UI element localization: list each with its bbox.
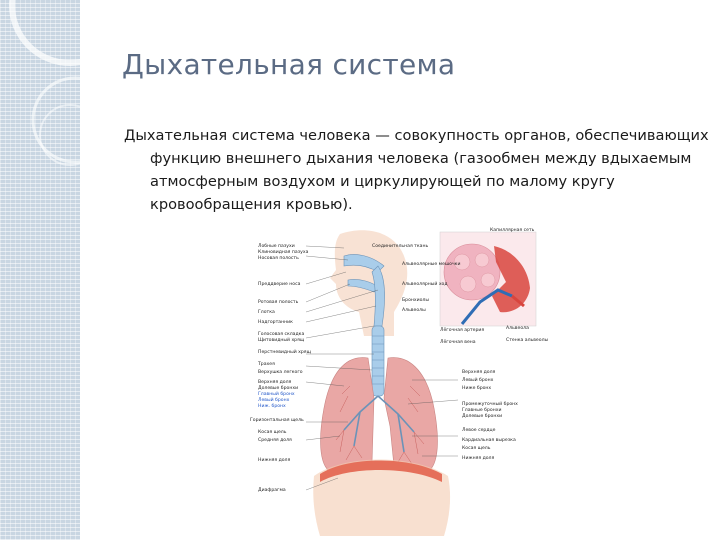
label-oblique-fissure: Косая щель (258, 430, 287, 435)
label-diaphragm: Диафрагма (258, 488, 286, 493)
label-pulmonary-vein: Лёгочная вена (440, 340, 476, 345)
label-middle-lobe: Средняя доля (258, 438, 292, 443)
label-connective-tissue: Соединительная ткань (372, 244, 429, 249)
label-lung-apex: Верхушка легкого (258, 370, 303, 375)
label-main-bronchi: Главные бронхи (462, 408, 502, 413)
label-alveolar-sacs: Альвеолярные мешочки (402, 262, 461, 267)
label-vocal-fold: Голосовая складка (258, 332, 305, 337)
label-lobar-bronchi: Долевые бронхи (258, 386, 299, 391)
label-alveolus: Альвеола (506, 326, 529, 331)
label-right-upper-lobe: Верхняя доля (462, 370, 496, 375)
label-oral-cavity: Ротовая полость (258, 300, 299, 305)
label-capillary-network: Капиллярная сеть (490, 228, 535, 233)
label-cardiac-notch: Кардиальная вырезка (462, 438, 516, 443)
label-upper-lobe: Верхняя доля (258, 380, 292, 385)
label-epiglottis: Надгортанник (258, 320, 293, 325)
respiratory-system-figure (244, 226, 549, 540)
label-main-bronchus: Главный бронх (258, 392, 295, 397)
label-intermediate-bronchus: Промежуточный бронх (462, 402, 518, 407)
label-sphenoid-sinus: Клиновидная пазуха (258, 250, 309, 255)
label-trachea: Трахея (258, 362, 275, 367)
decorative-circles (0, 0, 80, 540)
label-bronchioles: Бронхиолы (402, 298, 429, 303)
label-right-lower-lobe: Нижняя доля (462, 456, 495, 461)
slide-body-text (124, 124, 720, 216)
label-right-oblique-fissure: Косая щель (462, 446, 491, 451)
label-alveoli: Альвеолы (402, 308, 426, 313)
label-cricoid-cartilage: Перстневидный хрящ (258, 350, 311, 355)
label-right-lower-bronchus: Ниже бронх (462, 386, 492, 391)
label-heart: Левое сердце (462, 428, 496, 433)
body-term: Дыхательная система человека (124, 127, 371, 144)
label-alveolar-duct: Альвеолярный ход (402, 282, 448, 287)
body-definition: — совокупность органов, обеспечивающих функцию внешнего дыхания человека (газообмен между вдыхаемым атмосферным воздухом и циркулирующей по малому кругу кровообращения кровью). (150, 127, 709, 213)
label-pharynx: Глотка (258, 310, 275, 315)
label-alveolar-wall: Стенка альвеолы (506, 338, 549, 343)
alveoli-inset (440, 232, 536, 326)
label-lower-lobe: Нижняя доля (258, 458, 291, 463)
label-pulmonary-artery: Лёгочная артерия (440, 328, 485, 333)
label-nasal-cavity: Носовая полость (258, 256, 299, 261)
decorative-side-band (0, 0, 80, 540)
label-thyroid-cartilage: Щитовидный хрящ (258, 338, 305, 343)
label-frontal-sinus: Лобные пазухи (258, 244, 295, 249)
label-lower-bronchus: Ниж. бронх (258, 404, 286, 409)
label-horizontal-fissure: Горизонтальная щель (250, 418, 304, 423)
slide-title: Дыхательная система (122, 48, 456, 81)
trachea (372, 326, 384, 396)
right-lung (321, 358, 374, 470)
label-nasal-vestibule: Преддверие носа (258, 282, 301, 287)
label-right-left-bronchus: Левый бронх (462, 378, 494, 383)
label-left-bronchus: Левый бронх (258, 398, 290, 403)
left-lung (384, 358, 437, 470)
label-right-lobar-bronchi: Долевые бронхи (462, 414, 503, 419)
